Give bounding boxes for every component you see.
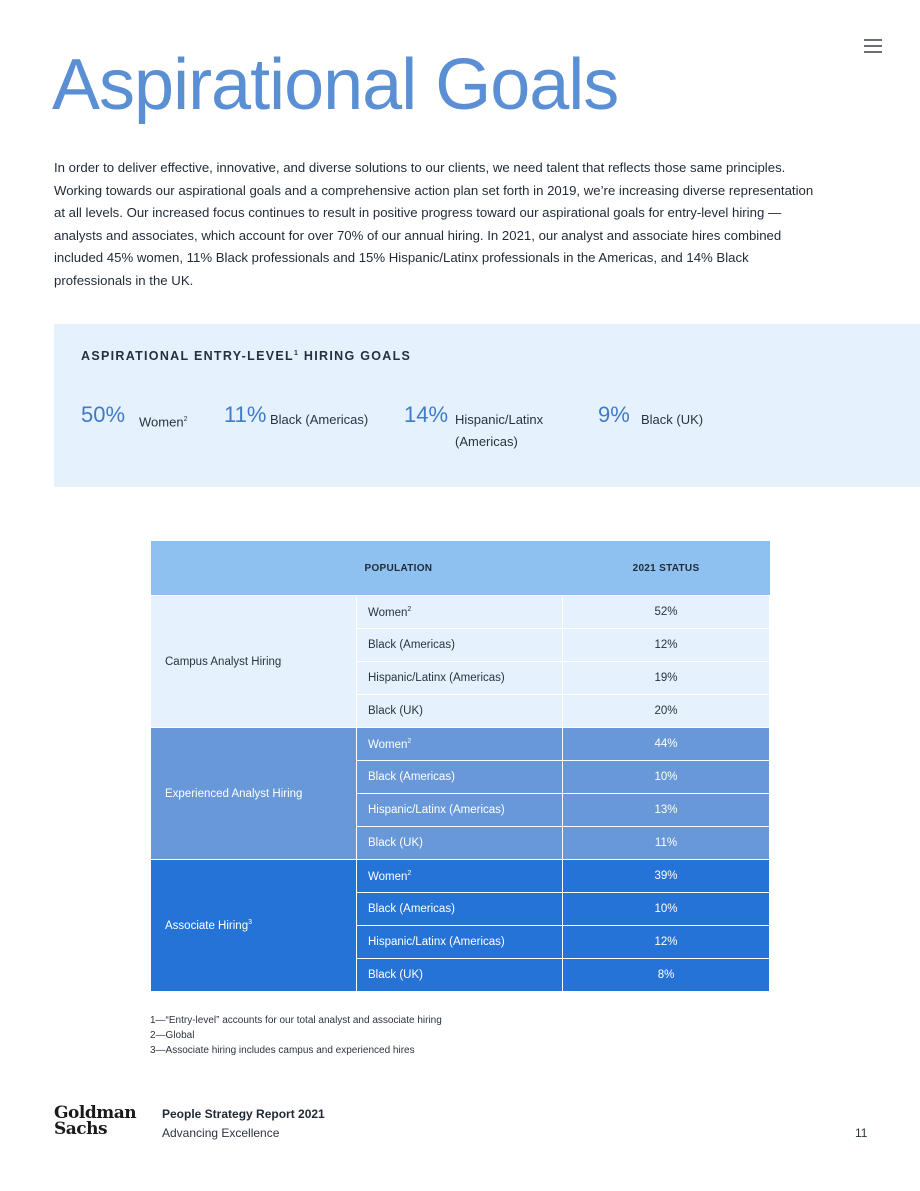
goals-heading: ASPIRATIONAL ENTRY-LEVEL$^1$ HIRING GOALS — [81, 349, 412, 363]
report-subtitle: Advancing Excellence — [162, 1126, 280, 1140]
table-row — [151, 860, 770, 893]
hamburger-menu-icon[interactable] — [864, 38, 884, 54]
population-cell: Black (UK) — [357, 959, 563, 992]
population-cell: Hispanic/Latinx (Americas) — [357, 662, 563, 695]
group-label-experienced-analyst-hiring: Experienced Analyst Hiring — [151, 728, 357, 860]
goal-value: 14% — [404, 402, 449, 427]
goldman-sachs-logo: Goldman Sachs — [54, 1103, 137, 1139]
population-cell: Black (Americas) — [357, 629, 563, 662]
status-cell: 13% — [563, 794, 770, 827]
hiring-status-table — [150, 541, 770, 992]
status-cell: 20% — [563, 695, 770, 728]
group-column-header — [151, 541, 357, 596]
status-cell: 52% — [563, 596, 770, 629]
population-cell: Women$^2$ — [357, 728, 563, 761]
group-label-associate-hiring: Associate Hiring$^3$ — [151, 860, 357, 992]
status-cell: 12% — [563, 926, 770, 959]
status-cell: 19% — [563, 662, 770, 695]
group-label-campus-analyst-hiring: Campus Analyst Hiring — [151, 596, 357, 728]
hiring-goals-panel — [54, 324, 920, 487]
goal-value: 11% — [224, 402, 267, 427]
goal-label: Black (Americas) — [270, 412, 369, 427]
population-cell: Black (UK) — [357, 695, 563, 728]
goal-label: Black (UK) — [641, 412, 704, 427]
status-cell: 12% — [563, 629, 770, 662]
goal-value: 9% — [598, 402, 630, 427]
goal-value: 50% — [81, 402, 126, 427]
table-header-row — [151, 541, 770, 596]
population-cell: Black (UK) — [357, 827, 563, 860]
population-cell: Black (Americas) — [357, 893, 563, 926]
table-row — [151, 596, 770, 629]
status-cell: 8% — [563, 959, 770, 992]
goal-label: Women$^2$ — [139, 414, 188, 430]
population-cell: Women$^2$ — [357, 596, 563, 629]
footnotes — [150, 1013, 442, 1058]
intro-paragraph: In order to deliver effective, innovative, and diverse solutions to our clients, we need talent that reflects those same principles. Working towards our aspirational goals and a comprehensive action plan set forth in 2019, we’re increasing diverse representation at all levels. Our increased focus continues to result in positive progress toward our aspirational goals for entry-level hiring — analysts and associates, which account for over 70% of our annual hiring. In 2021, our analyst and associate hires combined included 45% women, 11% Black professionals and 15% Hispanic/Latinx professionals in the Americas, and 14% Black professionals in the UK. — [54, 160, 814, 288]
population-cell: Black (Americas) — [357, 761, 563, 794]
report-title: People Strategy Report 2021 — [162, 1107, 325, 1121]
footnote: 2—Global — [150, 1030, 195, 1041]
page-number: 11 — [855, 1126, 868, 1140]
status-cell: 10% — [563, 761, 770, 794]
goal-label: Hispanic/Latinx (Americas) — [455, 412, 544, 449]
status-column-header: 2021 STATUS — [563, 541, 770, 596]
population-cell: Hispanic/Latinx (Americas) — [357, 926, 563, 959]
status-cell: 10% — [563, 893, 770, 926]
population-cell: Women$^2$ — [357, 860, 563, 893]
status-cell: 39% — [563, 860, 770, 893]
table-row — [151, 728, 770, 761]
status-cell: 44% — [563, 728, 770, 761]
footnote: 3—Associate hiring includes campus and experienced hires — [150, 1045, 415, 1056]
population-cell: Hispanic/Latinx (Americas) — [357, 794, 563, 827]
page-title: Aspirational Goals — [52, 45, 619, 125]
status-cell: 11% — [563, 827, 770, 860]
footnote: 1—“Entry-level” accounts for our total analyst and associate hiring — [150, 1015, 442, 1026]
population-column-header: POPULATION — [357, 541, 563, 596]
